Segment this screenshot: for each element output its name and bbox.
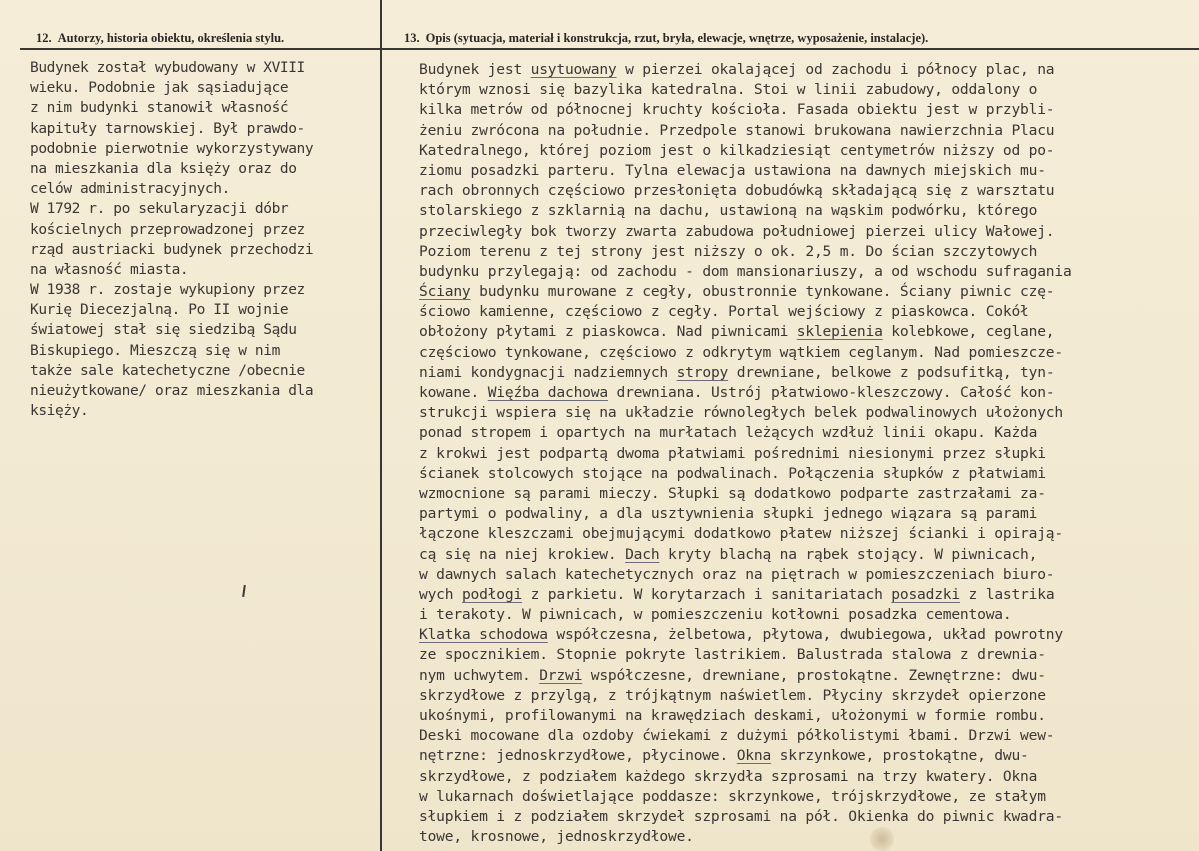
text-segment: rach obronnych częściowo przesłonięta dobudówką składającą się z warsztatu [419,182,1055,200]
description-line [419,625,1072,645]
column-divider [380,0,382,851]
text-segment: skrzydłowe, z podziałem każdego skrzydła szprosami na trzy kwatery. Okna [419,767,1038,785]
text-segment: w pierzei okalającej od zachodu i północy plac, na [616,61,1055,78]
text-segment: wych [419,585,462,603]
underlined-term: podłogi [461,585,523,603]
description-line [419,403,1072,423]
text-segment: nętrzne: jednoskrzydłowe, płycinowe. [419,747,737,765]
underlined-term: Dach [625,545,660,563]
history-line: na własność miasta. [30,261,189,278]
text-segment: niami kondygnacji nadziemnych [419,363,677,381]
text-segment: ukośnymi, profilowanymi na krawędziach deskami, ułożonymi w formie rombu. [419,707,1046,724]
description-line [419,201,1072,221]
description-line [419,363,1072,383]
history-line: W 1938 r. zostaje wykupiony przez [30,282,305,299]
text-segment: współczesne, drewniane, prostokątne. Zewnętrzne: dwu- [582,666,1046,684]
description-line [419,686,1072,706]
text-segment: wzmocnione są parami mieczy. Słupki są dodatkowo podparte zastrzałami za- [419,484,1046,502]
text-segment: budynku murowane z cegły, obustronnie tynkowane. Ściany piwnic czę- [470,283,1055,301]
header-rule [20,48,1199,50]
description-line [419,444,1072,464]
description-line [419,60,1072,80]
text-segment: kolebkowe, ceglane, [882,323,1055,341]
text-segment: ścianek stolcowych stojące na podwalinach. Połączenia słupków z płatwiami [419,464,1046,482]
description-line [419,545,1072,565]
description-line [419,282,1072,302]
text-segment: ziomu posadzki parteru. Tylna elewacja ustawiona na dawnych miejskich mu- [419,161,1046,179]
text-segment: skrzydłowe z przylgą, z trójkątnym naświetlem. Płyciny skrzydeł opierzone [419,686,1046,704]
description-line [419,827,1072,847]
history-line: Budynek został wybudowany w XVIII [30,60,305,76]
history-line: światowej stał się siedzibą Sądu [30,322,297,339]
text-segment: towe, krosnowe, jednoskrzydłowe. [419,828,694,846]
section-12-header [36,31,284,46]
underlined-term: Ściany [419,283,471,301]
text-segment: współczesna, żelbetowa, płytowa, dwubiegowa, układ powrotny [547,626,1063,644]
description-line [419,383,1072,403]
text-segment: i terakoty. W piwnicach, w pomieszczeniu kotłowni posadzka cementowa. [419,606,1012,624]
description-line [419,746,1072,766]
history-line: wieku. Podobnie jak sąsiadujące [30,80,289,97]
description-line [419,302,1072,322]
description-line [419,807,1072,827]
section-13-title: Opis (sytuacja, materiał i konstrukcja, rzut, bryła, elewacje, wnętrze, wyposażenie, instalacje). [425,31,929,45]
description-line [419,666,1072,686]
text-segment: drewniana. Ustrój płatwiowo-kleszczowy. Całość kon- [607,384,1055,401]
history-line: kościelnych przeprowadzonej przez [30,221,305,238]
underlined-term: posadzki [891,585,960,603]
text-segment: z lastrika [959,585,1055,603]
history-line: podobnie pierwotnie wykorzystywany [30,140,314,157]
description-line [419,504,1072,524]
description-line [419,181,1072,201]
text-segment: kowane. [419,384,488,401]
text-segment: łączone kleszczami obejmującymi dodatkowo płatew niższej ścianki i opirają- [419,525,1063,543]
text-segment: ponad stropem i opartych na murłatach leżących wzdłuż linii okapu. Każda [419,424,1038,442]
description-line [419,121,1072,141]
text-segment: Budynek jest [419,61,531,78]
description-line [419,262,1072,282]
description-line [419,645,1072,665]
underlined-term: Klatka schodowa [419,626,548,644]
paper-stain [870,827,894,851]
history-line: Biskupiego. Mieszczą się w nim [30,342,280,359]
text-segment: słupkiem i z podziałem skrzydeł szprosami na pół. Okienka do piwnic kwadra- [419,807,1063,825]
underlined-term: Drzwi [539,666,583,684]
section-12-title: Autorzy, historia obiektu, określenia stylu. [57,31,285,45]
history-line: W 1792 r. po sekularyzacji dóbr [30,201,289,218]
text-segment: obłożony płytami z piaskowca. Nad piwnicami [419,323,797,341]
description-line [419,464,1072,484]
underlined-term: Okna [736,747,772,765]
text-segment: budynku przylegają: od zachodu - dom mansionariuszy, a od wschodu sufragania [419,262,1072,280]
underlined-term: Więźba dachowa [487,384,608,401]
text-segment: cą się na niej krokiew. [419,545,626,563]
text-segment: nym uchwytem. [419,666,540,684]
text-segment: z krokwi jest podpartą dwoma płatwiami pośrednimi niesionymi przez słupki [419,444,1046,462]
description-line [419,767,1072,787]
description-line [419,80,1072,100]
underlined-term: sklepienia [796,323,883,341]
history-line: Kurię Diecezjalną. Po II wojnie [30,302,289,319]
history-line: z nim budynki stanowił własność [30,100,289,117]
description-line [419,605,1072,625]
history-text-block [30,58,313,421]
history-line: na mieszkania dla księży oraz do [30,160,297,177]
section-12-number: 12. [36,31,52,45]
description-line [419,161,1072,181]
text-segment: ze spocznikiem. Stopnie pokryte lastrikiem. Balustrada stalowa z drewnia- [419,646,1046,664]
underlined-term: usytuowany [530,61,617,78]
text-segment: przeciwległy bok tworzy zwarta zabudowa południowej pierzei ulicy Wałowej. [419,222,1055,240]
description-line [419,100,1072,120]
text-segment: z parkietu. W korytarzach i sanitariatach [522,585,892,603]
description-text-block [419,60,1072,847]
description-line [419,585,1072,605]
text-segment: w dawnych salach katechetycznych oraz na piętrach w pomieszczeniach biuro- [419,565,1055,583]
description-line [419,423,1072,443]
text-segment: strukcji wspiera się na układzie równoległych belek podwalinowych ułożonych [419,404,1063,422]
description-line [419,222,1072,242]
text-segment: stolarskiego z szklarnią na dachu, ustawioną na wąskim podwórku, którego [419,202,1038,220]
text-segment: którym wznosi się bazylika katedralna. Stoi w linii zabudowy, oddalony o [419,81,1038,99]
text-segment: kilka metrów od północnej kruchty kościoła. Fasada obiektu jest w przybli- [419,101,1055,119]
underlined-term: stropy [676,363,729,381]
text-segment: Deski mocowane dla ozdoby ćwiekami z dużymi półkolistymi łbami. Drzwi wew- [419,727,1055,745]
history-line: rząd austriacki budynek przechodzi [30,241,314,258]
description-line [419,242,1072,262]
text-segment: partymi o podwaliny, a dla usztywnienia słupki jednego wiązara są parami [419,505,1038,523]
history-line: księży. [30,403,89,420]
text-segment: żeniu zwrócona na południe. Przedpole stanowi brukowana nawierzchnia Placu [419,121,1055,139]
description-line [419,141,1072,161]
text-segment: częściowo tynkowane, częściowo z odkrytym wątkiem ceglanym. Nad pomieszcze- [419,343,1063,361]
history-line: kapituły tarnowskiej. Był prawdo- [30,120,305,137]
description-line [419,706,1072,726]
description-line [419,343,1072,363]
section-13-number: 13. [404,31,420,45]
text-segment: drewniane, belkowe z podsufitką, tyn- [728,363,1055,381]
text-segment: w lukarnach doświetlające poddasze: skrzynkowe, trójskrzydłowe, ze stałym [419,787,1046,805]
pen-mark [242,585,246,597]
text-segment: ściowo kamienne, częściowo z cegły. Portal wejściowy z piaskowca. Cokół [419,303,1029,321]
description-line [419,787,1072,807]
section-13-header [404,31,928,46]
text-segment: skrzynkowe, prostokątne, dwu- [771,747,1029,765]
description-line [419,726,1072,746]
history-line: nieużytkowane/ oraz mieszkania dla [30,383,314,399]
description-line [419,565,1072,585]
description-line [419,322,1072,342]
text-segment: kryty blachą na rąbek stojący. W piwnicach, [659,545,1038,563]
history-line: celów administracyjnych. [30,181,230,198]
text-segment: Poziom terenu z tej strony jest niższy o ok. 2,5 m. Do ścian szczytowych [419,242,1038,260]
description-line [419,484,1072,504]
description-line [419,524,1072,544]
text-segment: Katedralnego, której poziom jest o kilkadziesiąt centymetrów niższy od po- [419,141,1055,159]
history-line: także sale katechetyczne /obecnie [30,362,305,379]
